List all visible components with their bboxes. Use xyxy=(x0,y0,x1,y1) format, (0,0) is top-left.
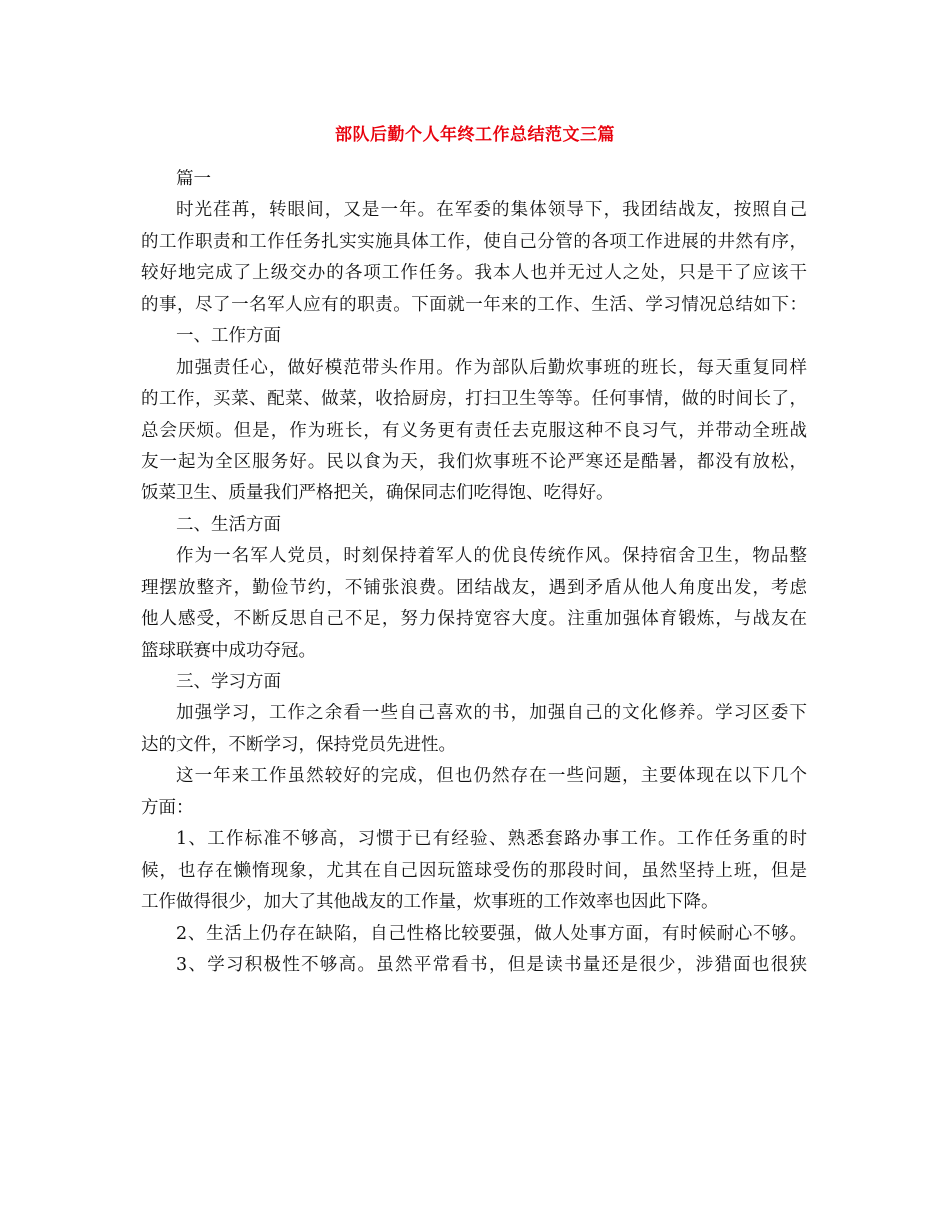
text-line: 时光荏苒，转眼间，又是一年。在军委的集体领导下，我团结战友，按照自己 xyxy=(176,200,807,221)
document-body xyxy=(141,164,807,981)
text-line: 达的文件，不断学习，保持党员先进性。 xyxy=(141,734,456,755)
text-line: 3、学习积极性不够高。虽然平常看书，但是读书量还是很少，涉猎面也很狭 xyxy=(176,954,807,975)
document-title: 部队后勤个人年终工作总结范文三篇 xyxy=(335,125,615,145)
text-line: 饭菜卫生、质量我们严格把关，确保同志们吃得饱、吃得好。 xyxy=(141,483,614,504)
text-line: 1、工作标准不够高，习惯于已有经验、熟悉套路办事工作。工作任务重的时 xyxy=(176,829,807,850)
text-line: 他人感受，不断反思自己不足，努力保持宽容大度。注重加强体育锻炼，与战友在 xyxy=(141,609,807,630)
text-line: 的工作职责和工作任务扎实实施具体工作，使自己分管的各项工作进展的井然有序， xyxy=(141,231,807,252)
text-line: 加强责任心，做好模范带头作用。作为部队后勤炊事班的班长，每天重复同样 xyxy=(176,357,807,378)
text-line: 较好地完成了上级交办的各项工作任务。我本人也并无过人之处，只是干了应该干 xyxy=(141,263,807,284)
text-line-heading: 二、生活方面 xyxy=(176,514,281,535)
text-line: 友一起为全区服务好。民以食为天，我们炊事班不论严寒还是酷暑，都没有放松， xyxy=(141,451,807,472)
text-line: 的事，尽了一名军人应有的职责。下面就一年来的工作、生活、学习情况总结如下： xyxy=(141,294,807,315)
text-line: 工作做得很少，加大了其他战友的工作量，炊事班的工作效率也因此下降。 xyxy=(141,892,719,913)
text-line: 篮球联赛中成功夺冠。 xyxy=(141,640,316,661)
text-line: 方面： xyxy=(141,797,194,818)
text-line-heading: 一、工作方面 xyxy=(176,326,281,347)
text-line-section-label: 篇一 xyxy=(176,169,211,189)
text-line: 的工作，买菜、配菜、做菜，收拾厨房，打扫卫生等等。任何事情，做的时间长了， xyxy=(141,389,807,410)
text-line: 2、生活上仍存在缺陷，自己性格比较要强，做人处事方面，有时候耐心不够。 xyxy=(176,923,807,944)
text-line: 作为一名军人党员，时刻保持着军人的优良传统作风。保持宿舍卫生，物品整 xyxy=(176,546,807,567)
text-line: 总会厌烦。但是，作为班长，有义务更有责任去克服这种不良习气，并带动全班战 xyxy=(141,420,807,441)
text-line-heading: 三、学习方面 xyxy=(176,672,281,692)
text-line: 这一年来工作虽然较好的完成，但也仍然存在一些问题，主要体现在以下几个 xyxy=(176,766,807,787)
text-line: 理摆放整齐，勤俭节约，不铺张浪费。团结战友，遇到矛盾从他人角度出发，考虑 xyxy=(141,577,807,598)
text-line: 加强学习，工作之余看一些自己喜欢的书，加强自己的文化修养。学习区委下 xyxy=(176,703,807,724)
text-line: 候，也存在懒惰现象，尤其在自己因玩篮球受伤的那段时间，虽然坚持上班，但是 xyxy=(141,860,807,881)
